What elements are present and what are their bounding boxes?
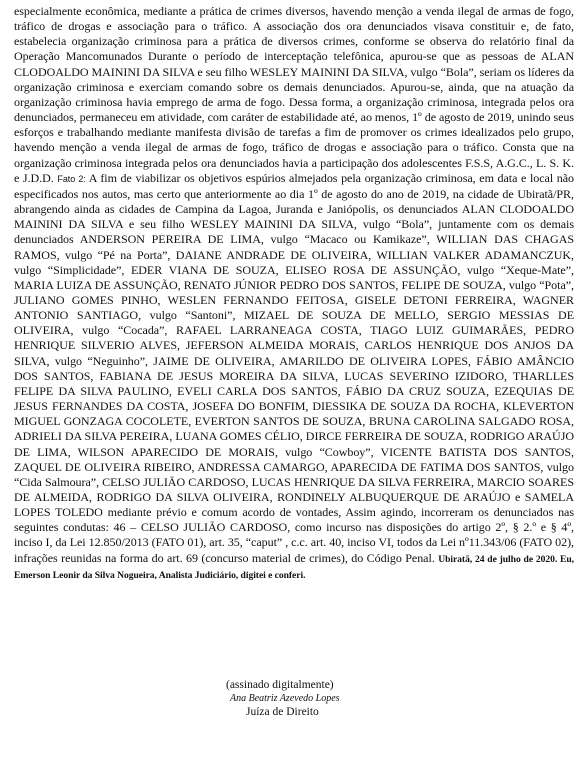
closing-note: Ubiratã, 24 de julho de 2020. Eu, Emerson Leonir da Silva Nogueira, Analista Judiciário, digitei e conferi.: [14, 553, 574, 581]
fato2-label: Fato 2:: [57, 173, 86, 184]
digital-signature-note: (assinado digitalmente): [226, 679, 334, 691]
signer-name: Ana Beatriz Azevedo Lopes: [230, 693, 340, 704]
signature-block: [222, 678, 372, 720]
paragraph-fato1: especialmente econômica, mediante a prática de crimes diversos, havendo menção a venda ilegal de armas de fogo, tráfico de drogas e associação para o tráfico. A associação dos ora denunciados visava constituir e, de fato, estabelecia organização criminosa para a prática de diversos crimes, conforme se observa do relatório final da Operação Mancomunados Durante o período de interceptação telefônica, apurou-se que as pessoas de ALAN CLODOALDO MAININI DA SILVA e seu filho WESLEY MAININI DA SILVA, vulgo “Bola”, seriam os líderes da organização criminosa e exerciam comando sobre os demais denunciados. Apurou-se, ainda, que na atuação da organização criminosa havia emprego de arma de fogo. Dessa forma, a organização criminosa, integrada pelos ora denunciados, permaneceu em atividade, com caráter de estabilidade até, ao menos, 1º de agosto de 2019, unindo seus esforços e trabalhando mediante manifesta divisão de tarefas a fim de promover os crimes idealizados pelo grupo, havendo menção a venda ilegal de armas de fogo, tráfico de drogas e associação para o tráfico. Consta que na organização criminosa integrada pelos ora denunciados havia a participação dos adolescentes F.S.S, A.G.C., L. S. K. e J.D.D.: [14, 4, 574, 185]
paragraph-fato2: A fim de viabilizar os objetivos espúrios almejados pela organização criminosa, em data e local não especificados nos autos, mas certo que anteriormente ao dia 1º de agosto do ano de 2019, na cidade de Ubiratã/PR, abrangendo ainda as cidades de Campina da Lagoa, Juranda e Janiópolis, os denunciados ALAN CLODOALDO MAININI DA SILVA e seu filho WESLEY MAININI DA SILVA, vulgo “Bola”, juntamente com os demais denunciados ANDERSON PEREIRA DE LIMA, vulgo “Macaco ou Kamikaze”, WILLIAN DAS CHAGAS RAMOS, vulgo “Pé na Porta”, DAIANE ANDRADE DE OLIVEIRA, WILLIAN VALKER ADAMANCZUK, vulgo “Simplicidade”, EDER VIANA DE SOUZA, ELISEO ROSA DE ASSUNÇÃO, vulgo “Xeque-Mate”, MARIA LUIZA DE ASSUNÇÃO, RENATO JÚNIOR PEDRO DOS SANTOS, FELIPE DE SOUZA, vulgo “Pota”, JULIANO GOMES PINHO, WESLEN FERNANDO FEITOSA, GISELE DETONI FERREIRA, WAGNER ANTONIO SANTIAGO, vulgo “Santoni”, MIZAEL DE SOUZA DE MELLO, SERGIO MESSIAS DE OLIVEIRA, vulgo “Cocada”, RAFAEL LARRANEAGA COSTA, TIAGO LUIZ GUIMARÃES, PEDRO HENRIQUE SILVERIO ALVES, JEFERSON ALMEIDA MORAIS, CARLOS HENRIQUE DOS ANJOS DA SILVA, vulgo “Neguinho”, JAIME DE OLIVEIRA, AMARILDO DE OLIVEIRA LOPES, FÁBIO AMÂNCIO DOS SANTOS, FABIANA DE JESUS MOREIRA DA SILVA, LUCAS SEVERINO IZIDORO, THARLLES FELIPE DA SILVA PAULINO, EVELI CARLA DOS SANTOS, FÁBIO DA CRUZ SOUZA, EZEQUIAS DE JESUS FERNANDES DA COSTA, JOSEFA DO BONFIM, DIESSIKA DE SOUZA DA ROCHA, KLEVERTON MIGUEL GONZAGA COCOLETE, EVERTON SANTOS DE SOUZA, BRUNA CAROLINA SALGADO ROSA, ADRIELI DA SILVA PEREIRA, LUANA GOMES CÉLIO, DIRCE FERREIRA DE SOUZA, RODRIGO ARAÚJO DE LIMA, WILSON APARECIDO DE MORAIS, vulgo “Cowboy”, VICENTE BATISTA DOS SANTOS, ZAQUEL DE OLIVEIRA RIBEIRO, ANDRESSA CAMARGO, APARECIDA DE FATIMA DOS SANTOS, vulgo “Cida Salmoura”, CELSO JULIÃO CARDOSO, LUCAS HENRIQUE DA SILVA FERREIRA, MARCIO SOARES DE ALMEIDA, RODRIGO DA SILVA OLIVEIRA, RONDINELY ALBUQUERQUE DE ARAÚJO e SAMELA LOPES TOLEDO mediante prévio e comum acordo de vontades, Assim agindo, incorreram os denunciados nas seguintes condutas: 46 – CELSO JULIÃO CARDOSO, como incurso nas disposições do artigo 2º, § 2.º e § 4º, inciso I, da Lei 12.850/2013 (FATO 01), art. 35, “caput” , c.c. art. 40, inciso VI, todos da Lei nº11.343/06 (FATO 02), infrações reunidas na forma do art. 69 (concurso material de crimes), do Código Penal.: [14, 170, 574, 565]
document-body: [14, 4, 574, 583]
document-page: [14, 4, 574, 583]
signer-title: Juíza de Direito: [246, 706, 319, 718]
